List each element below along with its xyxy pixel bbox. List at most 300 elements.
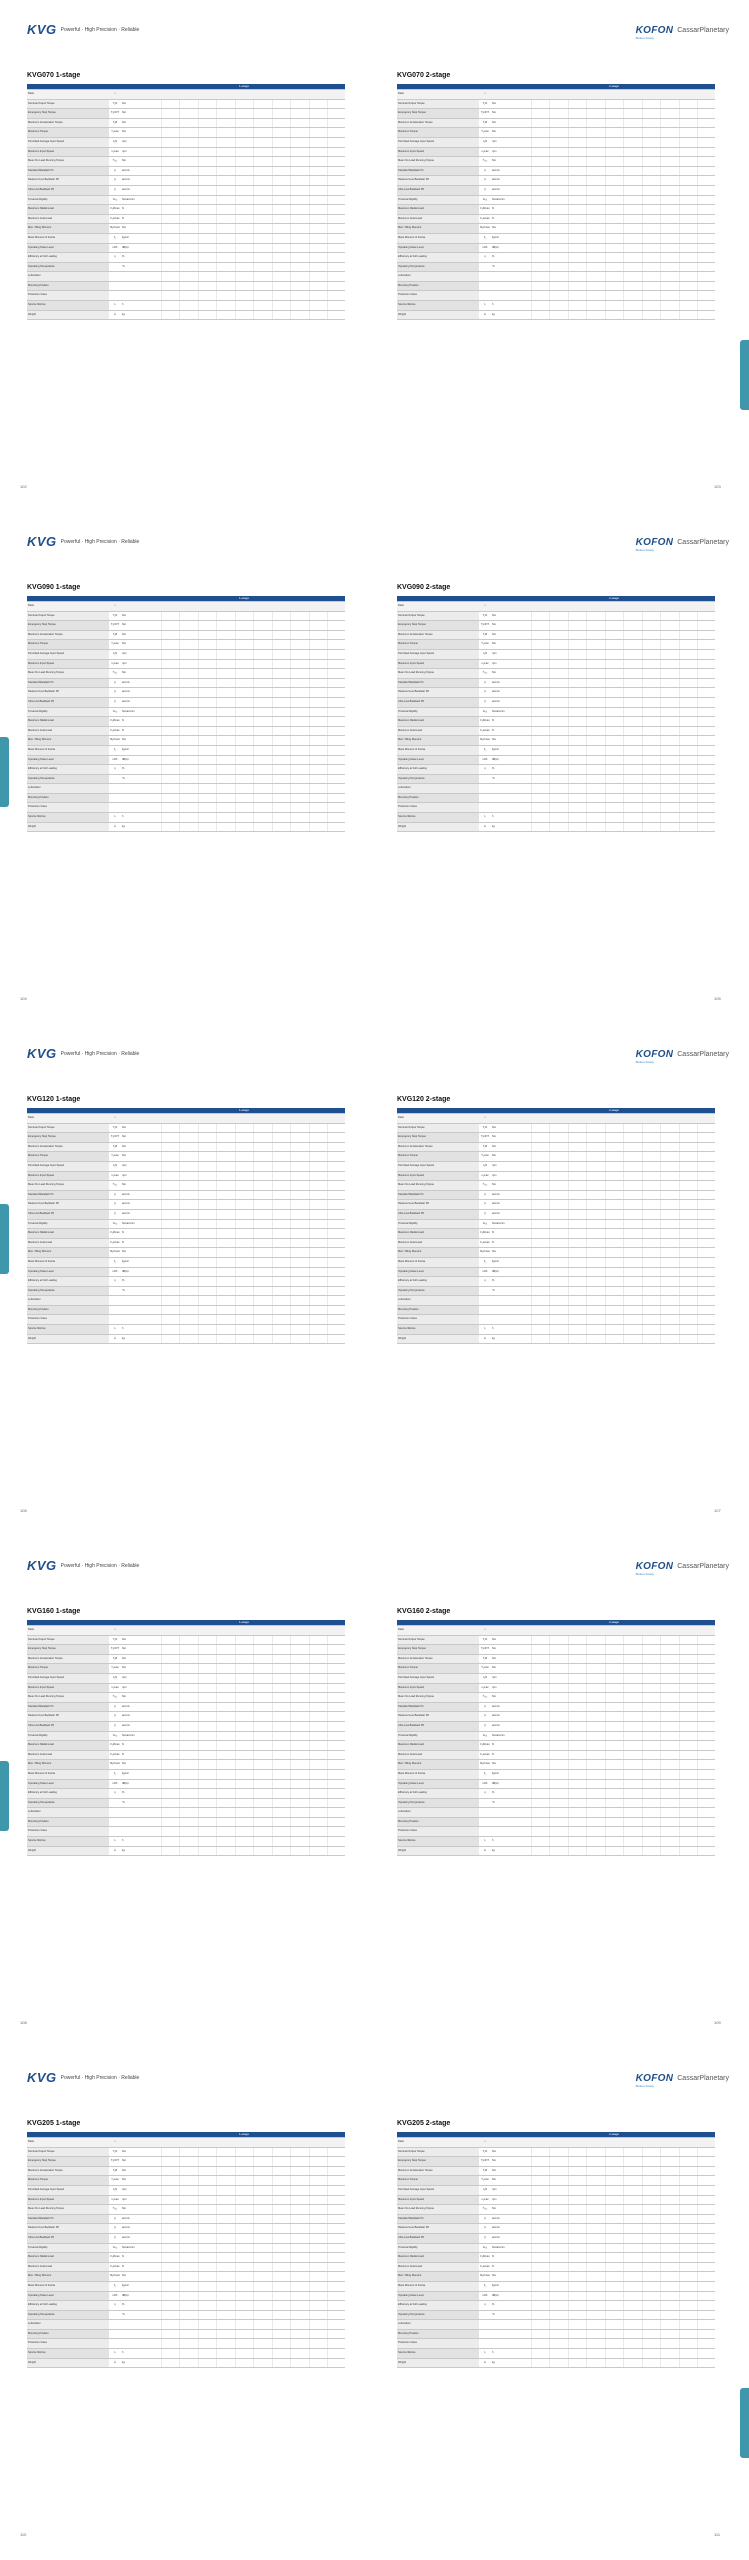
spec-values (143, 793, 345, 803)
spec-label: Weight (27, 1846, 109, 1856)
spec-values (143, 2329, 345, 2339)
spec-values (513, 1200, 715, 1210)
spec-label: Maximum Acceleration Torque (397, 1654, 479, 1664)
spec-symbol: jt (109, 185, 121, 195)
spec-values (143, 602, 345, 612)
spec-values (143, 755, 345, 765)
stage-band-label: 2-stage (513, 1620, 715, 1626)
spec-label: Maximum Input Speed (27, 147, 109, 157)
spec-label: Nominal Output Torque (27, 1123, 109, 1133)
spec-unit: N (491, 717, 513, 727)
spec-row (27, 1731, 345, 1741)
spec-values (513, 602, 715, 612)
spec-label: Standard Backlash P1 (397, 1702, 479, 1712)
spec-row (27, 1769, 345, 1779)
spec-symbol: T₀₁₂ (479, 1693, 491, 1703)
spec-row (397, 176, 715, 186)
side-chapter-tab (740, 2388, 749, 2458)
spec-unit: dB(A) (491, 243, 513, 253)
spec-symbol (109, 793, 121, 803)
spec-row (27, 774, 345, 784)
spec-values (513, 2205, 715, 2215)
spec-row (27, 2214, 345, 2224)
spec-unit: arcmin (121, 1721, 143, 1731)
spec-row (27, 205, 345, 215)
spec-values (513, 1712, 715, 1722)
spec-row (27, 1750, 345, 1760)
spec-symbol: L (109, 301, 121, 311)
spec-symbol: L (479, 2349, 491, 2359)
spec-row (397, 118, 715, 128)
spec-unit: Nm (491, 1142, 513, 1152)
spec-unit: kg (491, 822, 513, 832)
spec-values (513, 233, 715, 243)
spec-row (27, 793, 345, 803)
spec-values (143, 1334, 345, 1344)
spec-label: Ultra Low Backlash P0 (397, 185, 479, 195)
spec-symbol: F₂Rmax (109, 2253, 121, 2263)
spec-row (397, 1827, 715, 1837)
spec-unit: h (121, 813, 143, 823)
spec-row (397, 2185, 715, 2195)
spec-unit (121, 281, 143, 291)
spec-unit: rpm (491, 1683, 513, 1693)
spec-values (143, 717, 345, 727)
spec-symbol (109, 1296, 121, 1306)
spec-values (143, 1837, 345, 1847)
cassar-planetary-logo: CassarPlanetary (677, 2074, 729, 2082)
spec-row (397, 1683, 715, 1693)
spec-label: Operating Noise Level (397, 1267, 479, 1277)
spec-label: Maximum Input Speed (27, 2195, 109, 2205)
spec-unit: N (491, 214, 513, 224)
spec-label: Maximum Torque (27, 128, 109, 138)
spec-unit: N (121, 1750, 143, 1760)
spec-symbol: T₂NOT (479, 109, 491, 119)
spec-values (143, 2166, 345, 2176)
spec-values (513, 659, 715, 669)
left-page-title: KVG070 1-stage (27, 72, 81, 79)
spec-label: Maximum Axial Load (27, 1750, 109, 1760)
spec-symbol: jt (109, 697, 121, 707)
spec-values (143, 1123, 345, 1133)
spec-label: Efficiency at Full Loading (397, 1789, 479, 1799)
spec-row (397, 214, 715, 224)
kofon-logo (636, 20, 674, 40)
spec-symbol: T₂max (109, 640, 121, 650)
spec-unit: % (121, 2301, 143, 2311)
spec-unit: Nm (491, 1664, 513, 1674)
spec-unit: h (491, 813, 513, 823)
spec-symbol: n₁max (109, 2195, 121, 2205)
header-left (27, 534, 139, 549)
spec-label: Service lifetime (397, 301, 479, 311)
spec-symbol: jt (109, 176, 121, 186)
spec-unit: N (491, 2262, 513, 2272)
spec-table (27, 596, 345, 832)
spec-label: Mass Moment of Inertia (27, 1769, 109, 1779)
spec-label: Reduced Low Backlash P0 (397, 176, 479, 186)
spec-unit: h (121, 1837, 143, 1847)
spec-symbol (479, 1808, 491, 1818)
spec-unit (121, 1808, 143, 1818)
spec-values (513, 2281, 715, 2291)
spec-unit: % (491, 765, 513, 775)
spec-values (143, 1296, 345, 1306)
spec-label: Maximum Acceleration Torque (397, 1142, 479, 1152)
spec-row (27, 2157, 345, 2167)
spec-row (397, 1789, 715, 1799)
spec-unit (491, 1114, 513, 1124)
spec-values (513, 1837, 715, 1847)
spec-row (397, 1142, 715, 1152)
spec-label: Mean No Load Running Torque (397, 157, 479, 167)
spec-values (513, 1305, 715, 1315)
spec-unit: arcmin (121, 1702, 143, 1712)
spec-row (397, 1325, 715, 1335)
left-page-number: 106 (20, 1508, 27, 1513)
spec-row (397, 2320, 715, 2330)
spec-row (397, 243, 715, 253)
spec-values (143, 1142, 345, 1152)
spec-label: Standard Backlash P1 (27, 166, 109, 176)
spec-label: Efficiency at Full Loading (27, 765, 109, 775)
spec-symbol: T₀₁₂ (479, 1181, 491, 1191)
spec-unit: h (491, 1325, 513, 1335)
spec-unit: Nm (491, 1693, 513, 1703)
right-page-number: 111 (714, 2532, 721, 2537)
header-right (636, 1044, 729, 1064)
spec-row (397, 1315, 715, 1325)
spec-label: Permitted Average Input Speed (27, 137, 109, 147)
spec-row (397, 2195, 715, 2205)
spec-unit: N (121, 214, 143, 224)
spec-symbol: T₀₁₂ (109, 1181, 121, 1191)
spec-symbol (479, 774, 491, 784)
spec-symbol: T₂N (109, 2147, 121, 2157)
spec-unit: Nm (121, 1645, 143, 1655)
spec-symbol: T₂max (109, 1664, 121, 1674)
header-right (636, 532, 729, 552)
spec-row (397, 185, 715, 195)
spec-unit: Nm (121, 1133, 143, 1143)
spec-symbol: LPA (109, 1267, 121, 1277)
spec-unit: kgcm² (121, 745, 143, 755)
spec-unit: arcmin (121, 176, 143, 186)
spec-values (143, 736, 345, 746)
catalog-spread (0, 0, 749, 512)
spec-unit: Nm/arcmin (121, 1731, 143, 1741)
spec-row (397, 2310, 715, 2320)
spec-symbol: n₁N (109, 1161, 121, 1171)
spec-row (27, 2349, 345, 2359)
spec-unit (491, 1626, 513, 1636)
spec-symbol: η (479, 1277, 491, 1287)
spec-unit: Nm (121, 1123, 143, 1133)
spec-symbol (479, 1798, 491, 1808)
spec-unit: N (121, 1741, 143, 1751)
spec-row (397, 99, 715, 109)
spec-row (27, 2176, 345, 2186)
spec-unit (491, 1827, 513, 1837)
spec-symbol: jt (109, 166, 121, 176)
spec-symbol: F₂Rmax (479, 1229, 491, 1239)
spec-row (397, 1635, 715, 1645)
spec-unit: dB(A) (491, 1779, 513, 1789)
spec-label: Maximum Acceleration Torque (27, 1142, 109, 1152)
spec-values (143, 1257, 345, 1267)
spec-label: Efficiency at Full Loading (397, 1277, 479, 1287)
spec-symbol: T₂NOT (109, 621, 121, 631)
spec-unit: Nm (491, 128, 513, 138)
spec-unit: Nm (121, 224, 143, 234)
spec-row (397, 659, 715, 669)
spec-row (397, 611, 715, 621)
spec-symbol: T₂B (479, 630, 491, 640)
spec-row (27, 1654, 345, 1664)
spec-values (513, 90, 715, 100)
spec-label: Max. Tilting Moment (397, 1760, 479, 1770)
spec-unit (491, 1315, 513, 1325)
spec-row (27, 678, 345, 688)
spec-values (143, 128, 345, 138)
spec-row (27, 803, 345, 813)
left-page-title: KVG090 1-stage (27, 584, 81, 591)
spec-unit: rpm (491, 2195, 513, 2205)
spec-unit: Nm (491, 669, 513, 679)
right-page-number: 107 (714, 1508, 721, 1513)
spec-row (397, 1721, 715, 1731)
spec-symbol (109, 2310, 121, 2320)
spec-symbol: n₁max (479, 1683, 491, 1693)
spec-unit: arcmin (491, 1721, 513, 1731)
spec-values (143, 147, 345, 157)
spec-row (27, 1846, 345, 1856)
spec-row (397, 1798, 715, 1808)
spec-unit: rpm (491, 1161, 513, 1171)
spec-symbol: i (109, 602, 121, 612)
spec-values (513, 1161, 715, 1171)
spec-values (513, 291, 715, 301)
spec-symbol: jt (479, 1702, 491, 1712)
spec-values (143, 1181, 345, 1191)
spec-values (513, 765, 715, 775)
spec-unit: Nm (491, 736, 513, 746)
spec-label: Maximum Torque (397, 2176, 479, 2186)
spec-label: Mass Moment of Inertia (27, 745, 109, 755)
spec-row (27, 765, 345, 775)
spec-symbol: Ct₂₁ (109, 195, 121, 205)
spec-unit (121, 602, 143, 612)
spec-unit: rpm (121, 1161, 143, 1171)
spec-symbol: T₂N (109, 1123, 121, 1133)
spec-values (143, 2301, 345, 2311)
spec-unit: dB(A) (121, 243, 143, 253)
header-right (636, 2068, 729, 2088)
spec-label: Maximum Input Speed (397, 659, 479, 669)
stage-band-label: 2-stage (513, 84, 715, 90)
spec-values (513, 157, 715, 167)
spec-label: Ultra Low Backlash P0 (27, 1209, 109, 1219)
spec-symbol (479, 803, 491, 813)
spec-values (513, 822, 715, 832)
spec-values (513, 2349, 715, 2359)
spec-label: Permitted Average Input Speed (397, 137, 479, 147)
side-chapter-tab (0, 1204, 9, 1274)
spec-values (143, 1152, 345, 1162)
spec-label: Efficiency at Full Loading (27, 2301, 109, 2311)
spec-row (27, 1152, 345, 1162)
spec-values (513, 1827, 715, 1837)
spec-symbol: n₁N (479, 1673, 491, 1683)
spec-values (513, 793, 715, 803)
spec-row (27, 2233, 345, 2243)
spec-unit: rpm (121, 2185, 143, 2195)
spec-label: Mean No Load Running Torque (397, 1693, 479, 1703)
spec-row (27, 1635, 345, 1645)
spec-values (143, 2185, 345, 2195)
spec-row (397, 774, 715, 784)
kvg-logo: KVG (27, 22, 57, 37)
spec-row (27, 2339, 345, 2349)
spec-row (27, 1315, 345, 1325)
spec-label: Maximum Acceleration Torque (27, 2166, 109, 2176)
spec-unit: h (491, 301, 513, 311)
spec-unit: % (491, 1277, 513, 1287)
spec-label: Reduced Low Backlash P0 (27, 1200, 109, 1210)
spec-label: Maximum Torque (27, 2176, 109, 2186)
spec-row (27, 1334, 345, 1344)
spec-label: Max. Tilting Moment (397, 2272, 479, 2282)
spec-values (143, 1789, 345, 1799)
spec-label: Operating Noise Level (397, 243, 479, 253)
spec-symbol: LPA (109, 243, 121, 253)
spec-values (513, 2147, 715, 2157)
spec-label: Ultra Low Backlash P0 (397, 697, 479, 707)
spec-values (143, 1721, 345, 1731)
spec-unit: °C (491, 1798, 513, 1808)
spec-label: Ratio (397, 602, 479, 612)
spec-row (397, 813, 715, 823)
spec-symbol: Ct₂₁ (479, 2243, 491, 2253)
side-chapter-tab (0, 737, 9, 807)
spec-symbol: Ct₂₁ (109, 1731, 121, 1741)
spec-label: Maximum Axial Load (397, 1238, 479, 1248)
spec-symbol: T₂B (479, 118, 491, 128)
spec-row (397, 262, 715, 272)
spec-row (27, 1171, 345, 1181)
spec-label: Standard Backlash P1 (397, 2214, 479, 2224)
spec-values (143, 2272, 345, 2282)
spec-unit: Nm (491, 2147, 513, 2157)
spec-label: Mounting Position (397, 2329, 479, 2339)
spec-label: Ratio (27, 2138, 109, 2148)
spec-label: Mass Moment of Inertia (397, 233, 479, 243)
spec-values (143, 697, 345, 707)
spec-symbol (479, 2329, 491, 2339)
spec-label: Reduced Low Backlash P0 (27, 2224, 109, 2234)
spec-row (397, 697, 715, 707)
spec-unit: Nm (121, 118, 143, 128)
spec-values (513, 2358, 715, 2368)
spec-unit: kg (121, 822, 143, 832)
spec-symbol: L (109, 1325, 121, 1335)
spec-values (143, 1305, 345, 1315)
spec-label: Mean No Load Running Torque (27, 1693, 109, 1703)
spec-label: Mounting Position (27, 281, 109, 291)
spec-label: Emergency Stop Torque (397, 621, 479, 631)
spec-row (397, 2205, 715, 2215)
spec-symbol: M₂Kmax (479, 1760, 491, 1770)
spec-values (143, 1229, 345, 1239)
spec-label: Ratio (27, 1626, 109, 1636)
spec-label: Operating Temperature (27, 1798, 109, 1808)
spec-label: Weight (397, 822, 479, 832)
spec-values (143, 1827, 345, 1837)
spec-values (143, 2281, 345, 2291)
spec-values (143, 243, 345, 253)
kofon-logo-sub: Motion Group (635, 1060, 654, 1064)
spec-label: Efficiency at Full Loading (397, 765, 479, 775)
spec-unit: N (121, 2253, 143, 2263)
spec-label: Maximum Torque (27, 640, 109, 650)
spec-unit (491, 602, 513, 612)
spec-unit: Nm (491, 2166, 513, 2176)
spec-row (27, 630, 345, 640)
spec-values (143, 621, 345, 631)
spec-symbol: η (479, 2301, 491, 2311)
spec-values (143, 1238, 345, 1248)
spec-label: Maximum Radial Load (397, 205, 479, 215)
spec-values (513, 1315, 715, 1325)
spec-label: Mean No Load Running Torque (27, 669, 109, 679)
spec-unit: kgcm² (121, 1257, 143, 1267)
spec-symbol: L (109, 813, 121, 823)
spec-symbol: F₂Rmax (479, 2253, 491, 2263)
spec-label: Nominal Output Torque (27, 1635, 109, 1645)
spec-row (27, 640, 345, 650)
spec-label: Standard Backlash P1 (397, 1190, 479, 1200)
spec-label: Nominal Output Torque (397, 611, 479, 621)
spec-values (143, 813, 345, 823)
spec-values (143, 2349, 345, 2359)
spec-unit (121, 803, 143, 813)
spec-label: Maximum Acceleration Torque (27, 630, 109, 640)
spec-row (27, 1683, 345, 1693)
spec-row (27, 1114, 345, 1124)
spec-row (27, 611, 345, 621)
spec-unit: °C (121, 1286, 143, 1296)
spec-unit: Nm (121, 1635, 143, 1645)
spec-row (397, 1626, 715, 1636)
spec-unit: Nm (491, 630, 513, 640)
spec-values (513, 1219, 715, 1229)
right-page-number: 103 (714, 484, 721, 489)
spec-row (397, 2301, 715, 2311)
spec-label: Operating Temperature (397, 774, 479, 784)
spec-label: Emergency Stop Torque (397, 1645, 479, 1655)
spec-row (397, 1673, 715, 1683)
spec-values (513, 1741, 715, 1751)
spec-row (27, 2358, 345, 2368)
spec-unit: Nm (491, 621, 513, 631)
spec-row (27, 2166, 345, 2176)
spec-row (27, 669, 345, 679)
spec-symbol: J₁ (479, 745, 491, 755)
spec-row (397, 2349, 715, 2359)
spec-label: Lubrication (397, 2320, 479, 2330)
spec-symbol: jt (479, 176, 491, 186)
